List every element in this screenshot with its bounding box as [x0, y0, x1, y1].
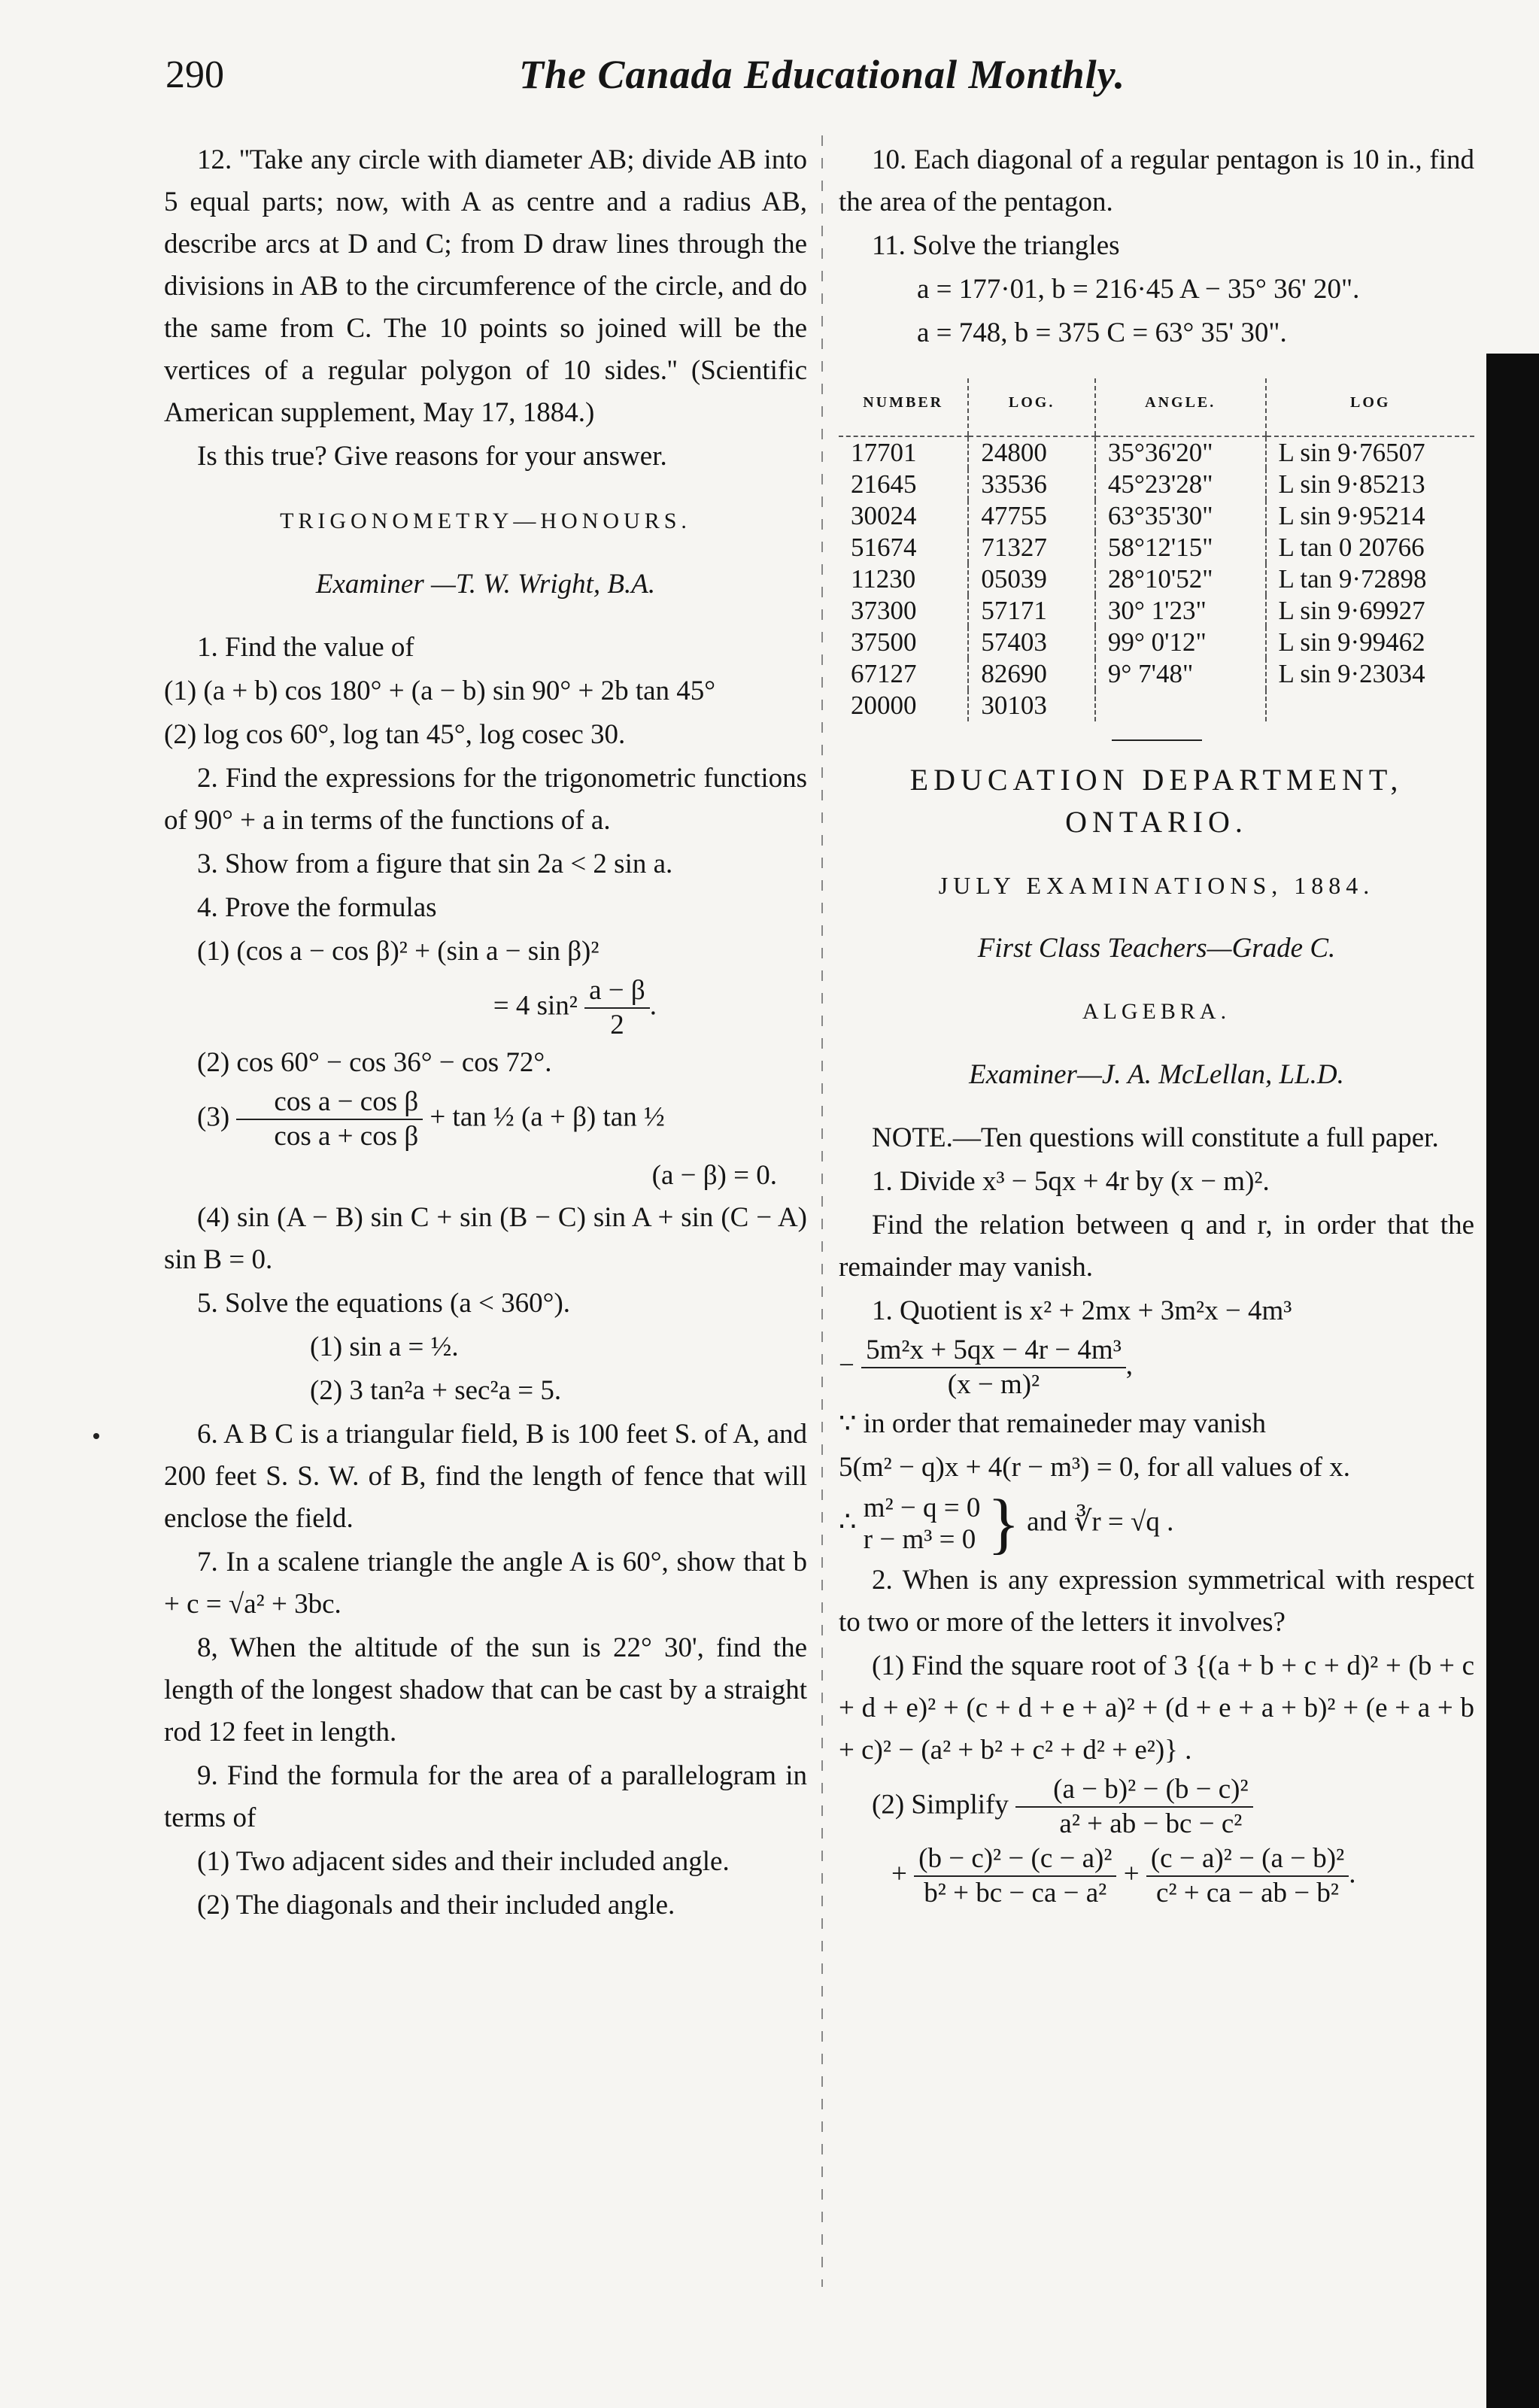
- question-1-part-1: (1) (a + b) cos 180° + (a − b) sin 90° + 2b tan 45°: [164, 676, 716, 706]
- margin-mark: [93, 1433, 99, 1439]
- subject-title: ALGEBRA.: [1082, 999, 1231, 1024]
- question-9-part-1: (1) Two adjacent sides and their included angle.: [197, 1846, 730, 1877]
- table-cell: [1266, 690, 1474, 721]
- question-12: 12. ''Take any circle with diameter AB; divide AB into 5 equal parts; now, with A as centre and a radius AB, describe arcs at D and C; from D draw lines through the divisions in AB to the circumference of the circle, and do the same from C. The 10 points so joined will be the vertices of a regular polygon of 10 sides.'' (Scientific American supplement, May 17, 1884.): [164, 144, 807, 428]
- table-cell: 33536: [968, 469, 1095, 500]
- table-cell: 20000: [851, 691, 917, 720]
- page-number: 290: [165, 53, 224, 96]
- fraction: [861, 1334, 1126, 1401]
- table-cell: 37300: [851, 596, 917, 625]
- table-row: [839, 595, 1474, 627]
- question-5: 5. Solve the equations (a < 360°).: [197, 1288, 571, 1319]
- table-cell: 47755: [968, 500, 1095, 532]
- question-4-part-3: [164, 1086, 807, 1153]
- question-2-part-1: (1) Find the square root of 3 {(a + b + c + d)² + (b + c + d + e)² + (c + d + e + a)² + (d + e + a + b)² + (e + a + b + c)² − (a² + b² + c² + d² + e²)} .: [839, 1650, 1474, 1766]
- question-11-triangle-b: a = 748, b = 375 C = 63° 35' 30".: [917, 317, 1287, 348]
- column-divider: [821, 135, 823, 2287]
- exam-title: JULY EXAMINATIONS, 1884.: [938, 872, 1375, 899]
- fraction-numerator: cos a − cos β: [236, 1086, 423, 1120]
- question-4-part-2: (2) cos 60° − cos 36° − cos 72°.: [197, 1047, 552, 1078]
- table-row: [839, 500, 1474, 532]
- table-cell: 9° 7'48": [1095, 658, 1266, 690]
- fraction-denominator: a² + ab − bc − c²: [1059, 1808, 1243, 1839]
- fraction-numerator: (a − b)² − (b − c)²: [1015, 1773, 1252, 1808]
- fraction-numerator: (b − c)² − (c − a)²: [914, 1842, 1116, 1877]
- exam-subtitle: First Class Teachers—Grade C.: [977, 933, 1336, 964]
- table-cell: 82690: [968, 658, 1095, 690]
- table-cell: 45°23'28": [1095, 469, 1266, 500]
- table-cell: L sin 9·95214: [1266, 500, 1474, 532]
- section-rule: [1112, 739, 1202, 741]
- table-cell: 63°35'30": [1095, 500, 1266, 532]
- question-9-part-2: (2) The diagonals and their included angle.: [197, 1890, 675, 1921]
- part-label: (3): [197, 1101, 230, 1133]
- fraction: [1146, 1842, 1349, 1910]
- exam-note: NOTE.—Ten questions will constitute a full paper.: [872, 1122, 1439, 1153]
- question-11: 11. Solve the triangles: [872, 230, 1120, 261]
- fraction: [584, 974, 650, 1042]
- fraction-denominator: c² + ca − ab − b²: [1156, 1878, 1339, 1908]
- table-cell: 57171: [968, 595, 1095, 627]
- question-1-instruction: Find the relation between q and r, in order that the remainder may vanish.: [839, 1210, 1474, 1283]
- question-4-part-1-result: = 4 sin² $\frac{a - \beta}{2}$ .: [493, 975, 657, 1040]
- fraction-denominator: (x − m)²: [947, 1369, 1040, 1400]
- table-cell: 71327: [968, 532, 1095, 563]
- table-cell: 51674: [851, 533, 917, 562]
- fraction-numerator: 5m²x + 5qx − 4r − 4m³: [861, 1334, 1126, 1368]
- column-header: LOG.: [968, 378, 1095, 436]
- table-cell: L sin 9·23034: [1266, 658, 1474, 690]
- column-header: LOG: [1266, 378, 1474, 436]
- question-10: 10. Each diagonal of a regular pentagon is 10 in., find the area of the pentagon.: [839, 144, 1474, 217]
- table-row: [839, 436, 1474, 469]
- table-header-row: [839, 378, 1474, 436]
- table-cell: L sin 9·69927: [1266, 595, 1474, 627]
- column-header: ANGLE.: [1095, 378, 1266, 436]
- part-label: (2) Simplify: [872, 1789, 1009, 1820]
- table-cell: 05039: [968, 563, 1095, 595]
- table-cell: 30103: [968, 690, 1095, 721]
- question-3: 3. Show from a figure that sin 2a < 2 sin a.: [197, 849, 673, 879]
- table-row: [839, 690, 1474, 721]
- table-cell: 11230: [851, 564, 916, 594]
- fraction-denominator: b² + bc − ca − a²: [924, 1878, 1107, 1908]
- question-4-part-1: (1) (cos a − cos β)² + (sin a − sin β)²: [197, 936, 600, 967]
- table-cell: 99° 0'12": [1095, 627, 1266, 658]
- question-1-vanish: ∵ in order that remaineder may vanish: [839, 1408, 1267, 1439]
- question-1: 1. Find the value of: [197, 632, 414, 663]
- question-6: 6. A B C is a triangular field, B is 100 feet S. of A, and 200 feet S. S. W. of B, find the length of fence that will enclose the field.: [164, 1419, 807, 1534]
- table-cell: 35°36'20": [1095, 436, 1266, 469]
- table-cell: L tan 9·72898: [1266, 563, 1474, 595]
- table-cell: 30024: [851, 501, 917, 530]
- question-11-triangle-a: a = 177·01, b = 216·45 A − 35° 36' 20".: [917, 274, 1360, 305]
- table-cell: 58°12'15": [1095, 532, 1266, 563]
- table-cell: 67127: [851, 659, 917, 688]
- equation-rest: + tan ½ (a + β) tan ½: [430, 1101, 665, 1133]
- system-line: r − m³ = 0: [863, 1524, 976, 1555]
- examiner: Examiner—J. A. McLellan, LL.D.: [969, 1059, 1344, 1090]
- table-cell: [1095, 690, 1266, 721]
- equation-system: [864, 1492, 981, 1556]
- right-brace: }: [987, 1486, 1020, 1561]
- question-4-part-4: (4) sin (A − B) sin C + sin (B − C) sin A + sin (C − A) sin B = 0.: [164, 1202, 807, 1275]
- table-cell: 30° 1'23": [1095, 595, 1266, 627]
- fraction: [914, 1842, 1116, 1910]
- table-cell: L sin 9·76507: [1266, 436, 1474, 469]
- journal-title: The Canada Educational Monthly.: [519, 52, 1126, 97]
- table-cell: L sin 9·85213: [1266, 469, 1474, 500]
- question-4-part-3-end: (a − β) = 0.: [651, 1160, 777, 1191]
- system-conclusion: and ∛r = √q .: [1027, 1506, 1174, 1538]
- question-2-part-2: [839, 1773, 1474, 1841]
- table-cell: L sin 9·99462: [1266, 627, 1474, 658]
- minus-sign: −: [839, 1350, 854, 1381]
- question-2: 2. Find the expressions for the trigonometric functions of 90° + a in terms of the functions of a.: [164, 763, 807, 836]
- table-row: [839, 532, 1474, 563]
- fraction: [236, 1086, 423, 1153]
- question-1-condition: 5(m² − q)x + 4(r − m³) = 0, for all values of x.: [839, 1452, 1351, 1483]
- question-12-prompt: Is this true? Give reasons for your answer.: [197, 441, 667, 472]
- question-2: 2. When is any expression symmetrical with respect to two or more of the letters it involves?: [839, 1565, 1474, 1638]
- column-header: NUMBER: [839, 378, 968, 436]
- table-cell: 21645: [851, 469, 917, 499]
- fraction: [1015, 1773, 1252, 1841]
- fraction-denominator: 2: [610, 1010, 624, 1040]
- table-cell: 28°10'52": [1095, 563, 1266, 595]
- question-5-part-2: (2) 3 tan²a + sec²a = 5.: [310, 1375, 562, 1406]
- left-column: [164, 139, 807, 1928]
- table-row: [839, 627, 1474, 658]
- table-cell: L tan 0 20766: [1266, 532, 1474, 563]
- table-cell: 57403: [968, 627, 1095, 658]
- question-1: 1. Divide x³ − 5qx + 4r by (x − m)².: [872, 1166, 1270, 1197]
- right-column: [839, 139, 1474, 1912]
- therefore-sign: ∴: [839, 1506, 857, 1538]
- question-1-answer: 1. Quotient is x² + 2mx + 3m²x − 4m³: [872, 1295, 1292, 1326]
- table-row: [839, 563, 1474, 595]
- question-1-part-2: (2) log cos 60°, log tan 45°, log cosec 30.: [164, 719, 626, 750]
- department-province: ONTARIO.: [1065, 805, 1248, 839]
- question-8: 8, When the altitude of the sun is 22° 30', find the length of the longest shadow that can be cast by a straight rod 12 feet in length.: [164, 1632, 807, 1748]
- department-title: EDUCATION DEPARTMENT,: [909, 763, 1404, 797]
- question-2-part-2-continued: + $\frac{\text{(b − c)² − (c − a)²}}{\text{b² + bc − ca − a²}}$ + $\frac{\text{(c − a)² − (a − b)²}}{\text{c² + ca − ab − b²}}$ .: [891, 1843, 1356, 1908]
- log-table: [839, 378, 1474, 721]
- question-1-answer-fraction: − $\frac{\text{5m²x + 5qx − 4r − 4m³}}{\text{(x − m)²}}$ ,: [839, 1335, 1134, 1400]
- table-row: [839, 469, 1474, 500]
- table-cell: 17701: [851, 438, 917, 467]
- system-line: m² − q = 0: [863, 1492, 981, 1523]
- question-9: 9. Find the formula for the area of a parallelogram in terms of: [164, 1760, 807, 1833]
- question-1-system: [839, 1486, 1474, 1561]
- fraction-numerator: (c − a)² − (a − b)²: [1146, 1842, 1349, 1877]
- examiner: Examiner —T. W. Wright, B.A.: [315, 569, 656, 600]
- fraction-denominator: cos a + cos β: [274, 1121, 419, 1152]
- question-4: 4. Prove the formulas: [197, 892, 437, 923]
- question-5-part-1: (1) sin a = ½.: [310, 1332, 459, 1362]
- table-row: [839, 658, 1474, 690]
- table-cell: 37500: [851, 627, 917, 657]
- table-cell: 24800: [968, 436, 1095, 469]
- question-7: 7. In a scalene triangle the angle A is 60°, show that b + c = √a² + 3bc.: [164, 1547, 807, 1620]
- page-edge-shadow: [1486, 354, 1539, 2408]
- section-title: TRIGONOMETRY—HONOURS.: [280, 509, 691, 533]
- fraction-numerator: a − β: [584, 974, 650, 1009]
- equation-prefix: = 4 sin²: [493, 990, 578, 1022]
